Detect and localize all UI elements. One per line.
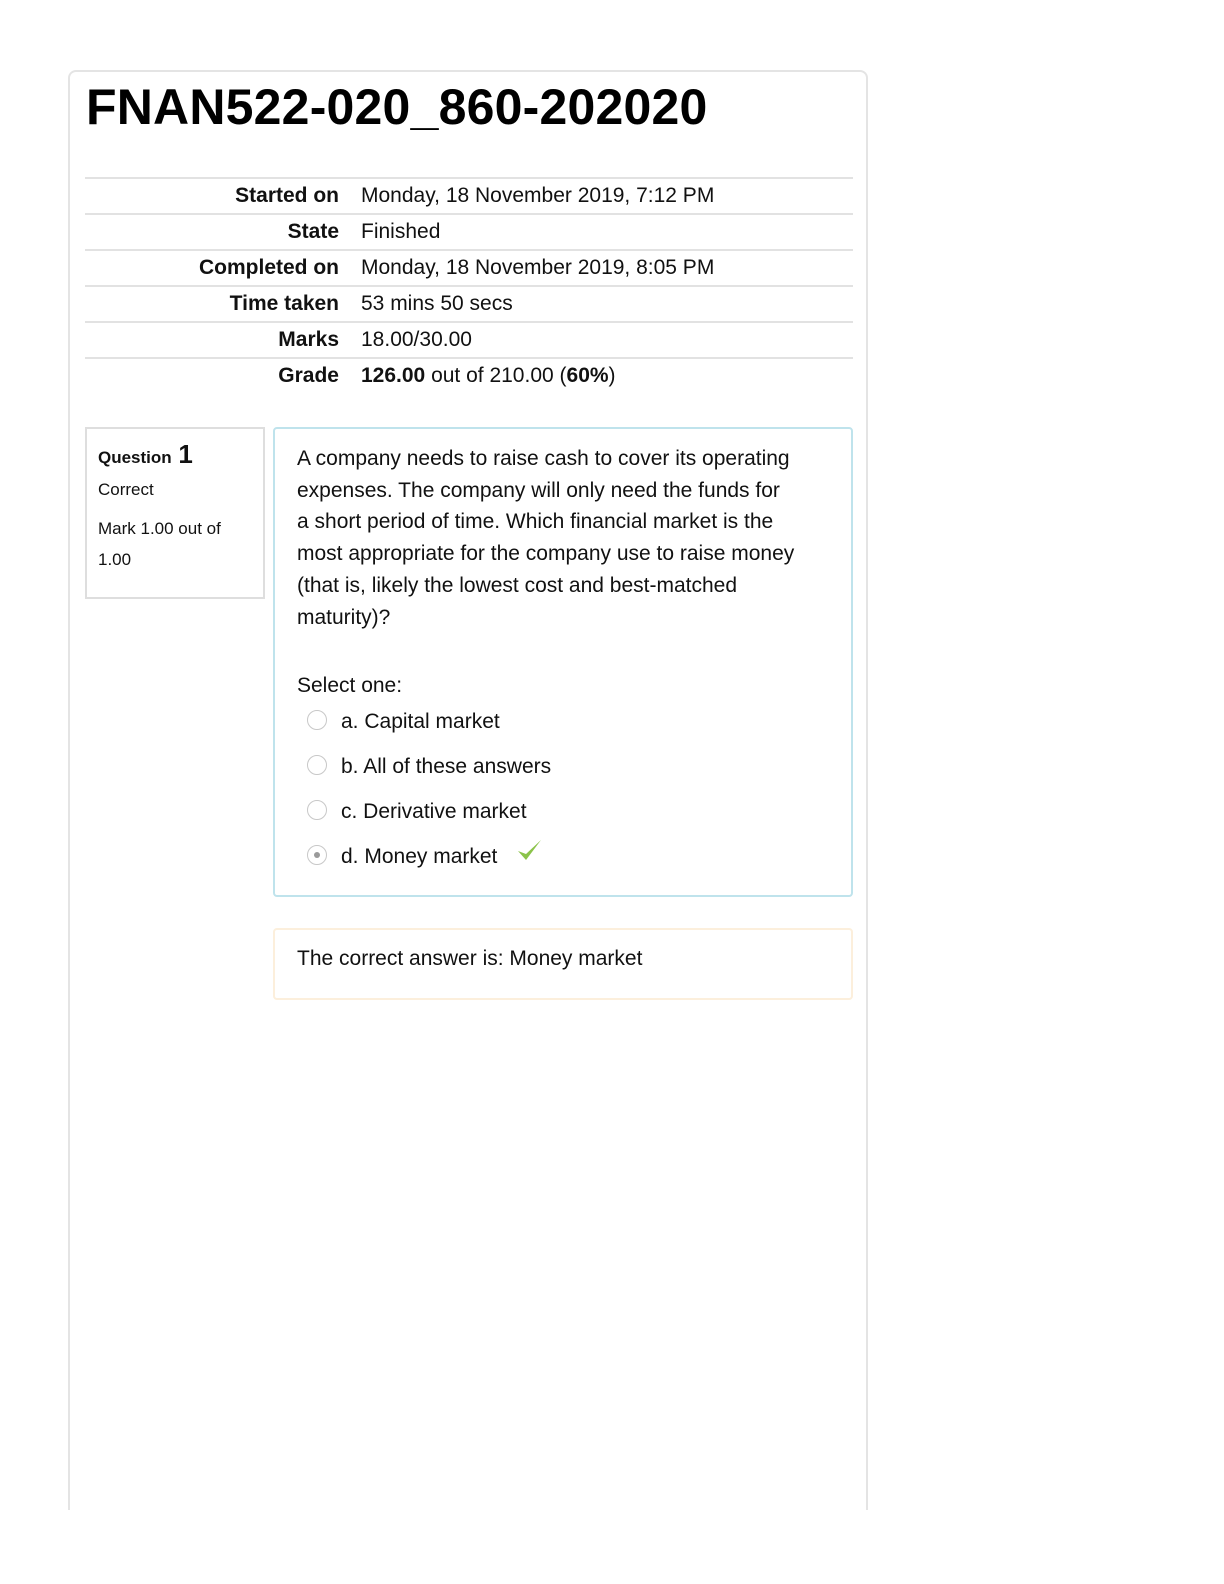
summary-label: Marks bbox=[278, 328, 339, 351]
summary-label: Completed on bbox=[199, 256, 339, 279]
summary-value: Monday, 18 November 2019, 8:05 PM bbox=[361, 256, 715, 279]
correct-answer-feedback: The correct answer is: Money market bbox=[273, 928, 853, 1000]
summary-label: Grade bbox=[278, 364, 339, 387]
check-icon bbox=[515, 836, 543, 873]
grade-out-of: out of 210.00 ( bbox=[425, 364, 567, 387]
answer-option-d[interactable] bbox=[297, 842, 829, 887]
summary-label: Started on bbox=[235, 184, 339, 207]
answer-option-a[interactable] bbox=[297, 707, 829, 752]
answer-list bbox=[297, 707, 829, 887]
answer-option-b[interactable] bbox=[297, 752, 829, 797]
question-label: Question bbox=[98, 448, 172, 467]
question-state: Correct bbox=[98, 480, 154, 499]
answer-label: d. Money market bbox=[341, 845, 498, 869]
summary-value: Monday, 18 November 2019, 7:12 PM bbox=[361, 184, 715, 207]
radio-button[interactable] bbox=[307, 800, 327, 820]
summary-label: State bbox=[287, 220, 339, 243]
summary-value bbox=[350, 358, 853, 393]
grade-close: ) bbox=[608, 364, 616, 387]
question-text: A company needs to raise cash to cover its operating expenses. The company will only need the funds for a short period of time. Which financial market is the most appropriate for the company use to raise money (that is, likely the lowest cost and best-matched maturity)? bbox=[297, 447, 795, 629]
summary-value: 18.00/30.00 bbox=[361, 328, 472, 351]
summary-row-completed bbox=[85, 250, 853, 286]
question-number bbox=[98, 439, 252, 473]
answer-prompt: Select one: bbox=[297, 674, 403, 698]
summary-row-marks bbox=[85, 322, 853, 358]
question-grade: Mark 1.00 out of 1.00 bbox=[98, 519, 221, 569]
summary-row-time-taken bbox=[85, 286, 853, 322]
question-info-panel bbox=[85, 427, 265, 599]
summary-row-started bbox=[85, 178, 853, 214]
answer-label: a. Capital market bbox=[341, 710, 500, 734]
radio-button-selected[interactable] bbox=[307, 845, 327, 865]
summary-row-grade bbox=[85, 358, 853, 393]
grade-score: 126.00 bbox=[361, 364, 426, 387]
quiz-summary-table bbox=[85, 177, 853, 393]
question-number-value: 1 bbox=[178, 439, 193, 469]
page-title: FNAN522-020_860-202020 bbox=[86, 79, 708, 135]
summary-value: Finished bbox=[361, 220, 441, 243]
question-content bbox=[273, 427, 853, 897]
answer-option-c[interactable] bbox=[297, 797, 829, 842]
summary-value: 53 mins 50 secs bbox=[361, 292, 513, 315]
radio-button[interactable] bbox=[307, 710, 327, 730]
grade-percent: 60% bbox=[566, 364, 609, 387]
answer-label: c. Derivative market bbox=[341, 800, 527, 824]
summary-label: Time taken bbox=[229, 292, 339, 315]
radio-button[interactable] bbox=[307, 755, 327, 775]
answer-label: b. All of these answers bbox=[341, 755, 552, 779]
summary-row-state bbox=[85, 214, 853, 250]
